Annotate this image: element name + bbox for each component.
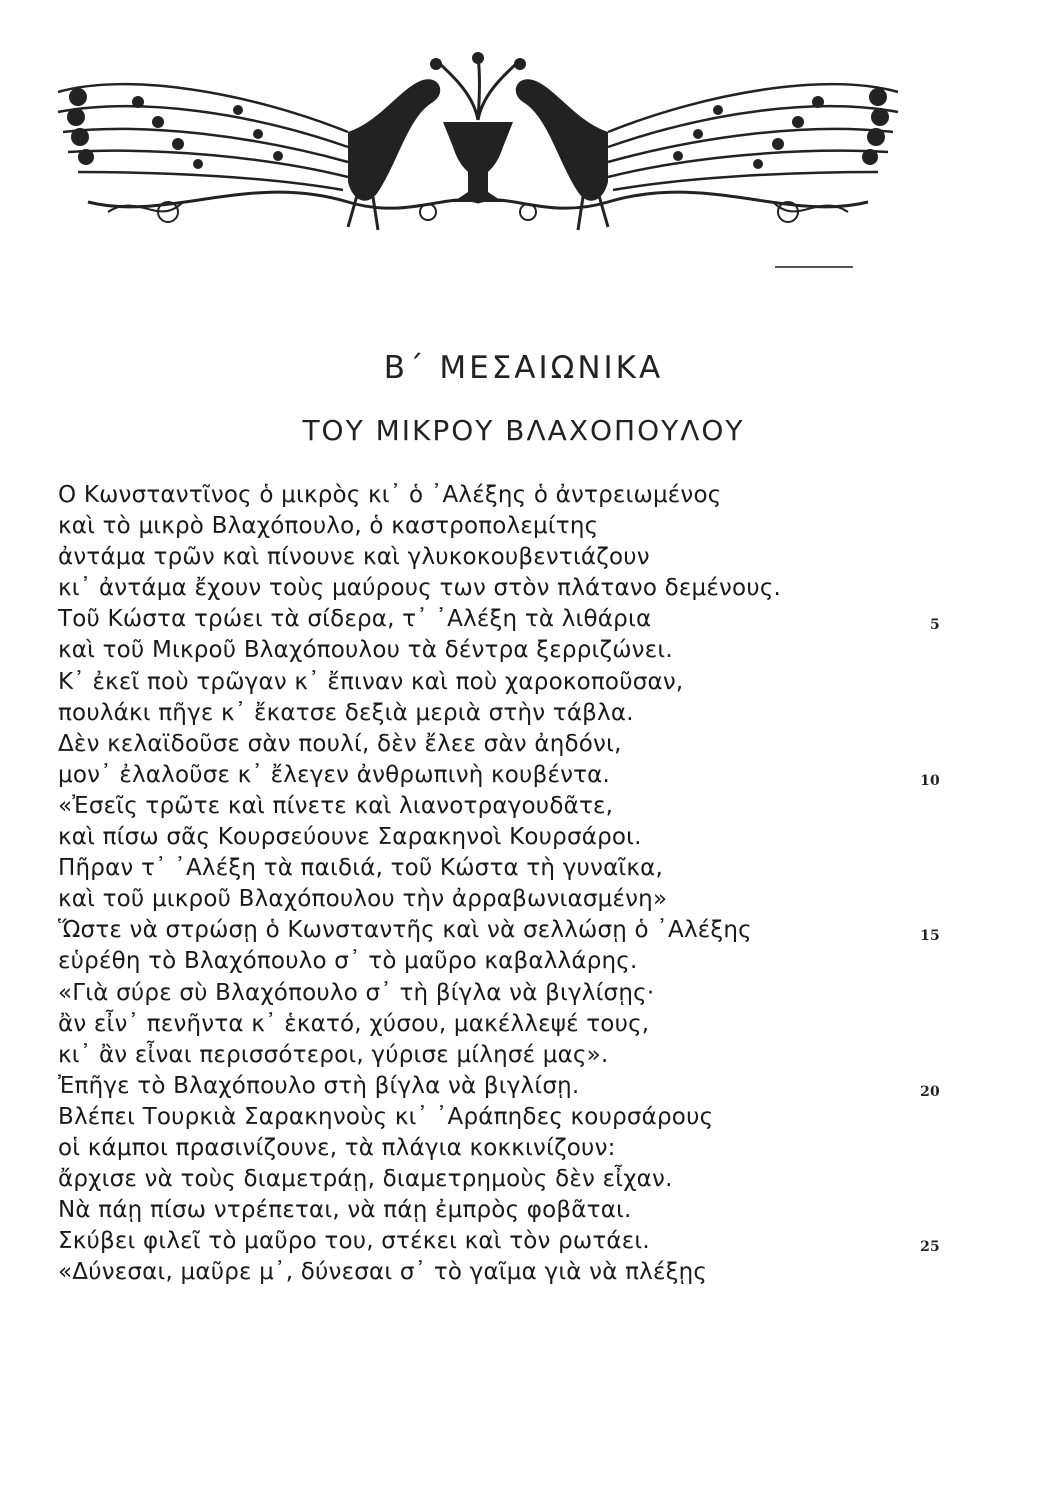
poem-line-text: καὶ τοῦ μικροῦ Βλαχόπουλου τὴν ἀρραβωνιασμένη»	[58, 886, 668, 913]
poem-line	[58, 698, 888, 729]
poem-line-text: Κ᾿ ἐκεῖ ποὺ τρῶγαν κ᾿ ἔπιναν καὶ ποὺ χαροκοποῦσαν,	[58, 668, 684, 695]
poem-line-text: ἂν εἶν᾿ πενῆντα κ᾿ ἑκατό, χύσου, μακέλλεψέ τους,	[58, 1010, 650, 1037]
poem-line	[58, 729, 888, 760]
poem-line	[58, 946, 888, 977]
poem-body	[58, 480, 940, 1288]
line-number: 20	[920, 1083, 940, 1100]
poem-line-text: καὶ τὸ μικρὸ Βλαχόπουλο, ὁ καστροπολεμίτης	[58, 513, 599, 540]
poem-line-text: ἀντάμα τρῶν καὶ πίνουνε καὶ γλυκοκουβεντιάζουν	[58, 544, 650, 571]
poem-line	[58, 604, 940, 635]
decorative-headpiece-ornament	[48, 52, 908, 242]
poem-line-text: καὶ τοῦ Μικροῦ Βλαχόπουλου τὰ δέντρα ξερριζώνει.	[58, 637, 673, 664]
line-number: 15	[920, 928, 940, 945]
poem-line-text: Σκύβει φιλεῖ τὸ μαῦρο του, στέκει καὶ τὸν ρωτάει.	[58, 1228, 650, 1255]
poem-line-text: Ο Κωνσταντῖνος ὁ μικρὸς κι᾿ ὁ ᾿Αλέξης ὁ ἀντρειωμένος	[58, 482, 722, 508]
poem-line	[58, 1040, 888, 1071]
poem-line	[58, 1102, 888, 1133]
poem-line	[58, 573, 888, 604]
poem-line	[58, 1226, 940, 1257]
poem-line	[58, 978, 888, 1009]
poem-line-text: Ὥστε νὰ στρώσῃ ὁ Κωνσταντῆς καὶ νὰ σελλώσῃ ὁ ᾿Αλέξης	[58, 917, 752, 944]
poem-line-text: εὑρέθη τὸ Βλαχόπουλο σ᾿ τὸ μαῦρο καβαλλάρης.	[58, 948, 638, 975]
line-number: 10	[920, 772, 940, 789]
poem-line	[58, 791, 888, 822]
poem-line	[58, 667, 888, 698]
poem-title: ΤΟΥ ΜΙΚΡΟΥ ΒΛΑΧΟΠΟΥΛΟΥ	[302, 414, 745, 447]
poem-line-text: «Γιὰ σύρε σὺ Βλαχόπουλο σ᾿ τὴ βίγλα νὰ βιγλίσῃς·	[58, 979, 655, 1006]
poem-line-text: Ἐπῆγε τὸ Βλαχόπουλο στὴ βίγλα νὰ βιγλίσῃ.	[58, 1072, 580, 1099]
line-number: 25	[920, 1239, 940, 1256]
poem-line	[58, 1257, 888, 1288]
poem-line-text: κι᾿ ἀντάμα ἔχουν τοὺς μαύρους των στὸν πλάτανο δεμένους.	[58, 575, 782, 602]
poem-line	[58, 1009, 888, 1040]
poem-line-text: Τοῦ Κώστα τρώει τὰ σίδερα, τ᾿ ᾿Αλέξη τὰ λιθάρια	[58, 606, 652, 633]
poem-line-text: οἱ κάμποι πρασινίζουνε, τὰ πλάγια κοκκινίζουν:	[58, 1134, 616, 1161]
poem-line	[58, 542, 888, 573]
poem-line	[58, 1071, 940, 1102]
section-title: Β΄ ΜΕΣΑΙΩΝΙΚΑ	[383, 350, 664, 386]
ornament-rule	[775, 266, 853, 268]
poem-line-text: μον᾿ ἐλαλοῦσε κ᾿ ἔλεγεν ἀνθρωπινὴ κουβέντα.	[58, 761, 611, 788]
poem-line	[58, 760, 940, 791]
poem-line	[58, 635, 888, 666]
poem-line	[58, 884, 888, 915]
poem-line	[58, 1133, 888, 1164]
poem-line-text: Πῆραν τ᾿ ᾿Αλέξη τὰ παιδιά, τοῦ Κώστα τὴ γυναῖκα,	[58, 855, 664, 882]
poem-line-text: Νὰ πάῃ πίσω ντρέπεται, νὰ πάῃ ἐμπρὸς φοβᾶται.	[58, 1197, 632, 1224]
poem-line	[58, 822, 888, 853]
poem-line	[58, 915, 940, 946]
poem-line-text: κι᾿ ἂν εἶναι περισσότεροι, γύρισε μίλησέ μας».	[58, 1041, 609, 1068]
poem-line	[58, 511, 888, 542]
poem-line-text: «Δύνεσαι, μαῦρε μ᾿, δύνεσαι σ᾿ τὸ γαῖμα γιὰ νὰ πλέξῃς	[58, 1259, 708, 1286]
poem-line-text: Δὲν κελαϊδοῦσε σὰν πουλί, δὲν ἔλεε σὰν ἀηδόνι,	[58, 730, 622, 757]
poem-line-text: Βλέπει Τουρκιὰ Σαρακηνοὺς κι᾿ ᾿Αράπηδες κουρσάρους	[58, 1103, 714, 1130]
poem-line	[58, 1195, 888, 1226]
poem-line-text: καὶ πίσω σᾶς Κουρσεύουνε Σαρακηνοὶ Κουρσάροι.	[58, 824, 642, 851]
poem-line	[58, 853, 888, 884]
poem-line	[58, 1164, 888, 1195]
poem-line-text: «Ἐσεῖς τρῶτε καὶ πίνετε καὶ λιανοτραγουδᾶτε,	[58, 792, 614, 819]
poem-line-text: ἄρχισε νὰ τοὺς διαμετράῃ, διαμετρημοὺς δὲν εἶχαν.	[58, 1166, 673, 1193]
poem-line-text: πουλάκι πῆγε κ᾿ ἔκατσε δεξιὰ μεριὰ στὴν τάβλα.	[58, 699, 634, 726]
poem-line	[58, 480, 888, 511]
line-number: 5	[930, 617, 940, 634]
